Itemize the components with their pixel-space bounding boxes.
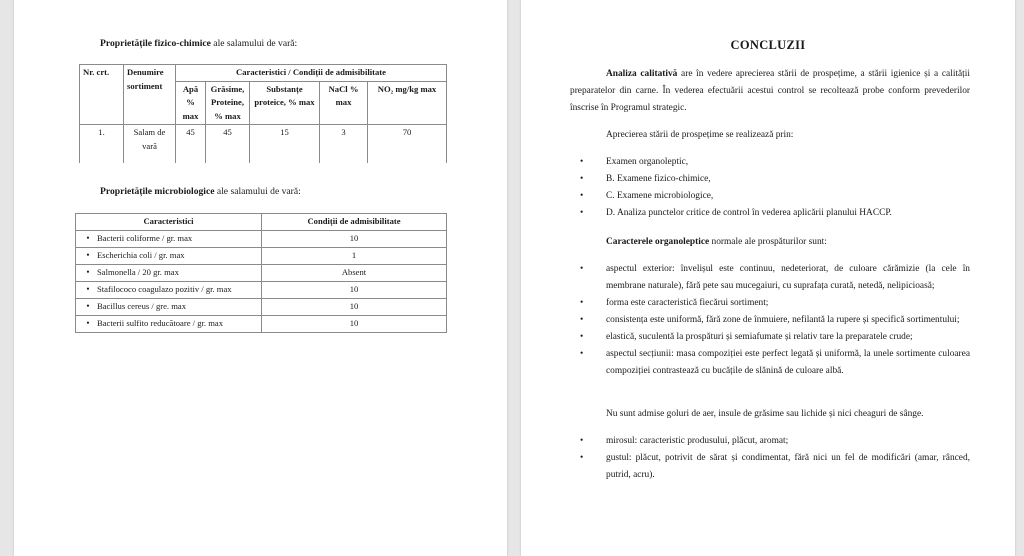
bullet-icon: • <box>580 436 584 446</box>
header-denumire: Denumire sortiment <box>124 65 176 125</box>
cell-characteristic <box>76 282 262 299</box>
bullet-icon: • <box>86 318 90 328</box>
list-item-text: elastică, suculentă la prospături și semiafumate și relativ tare la preparatele crude; <box>606 332 913 342</box>
list-item <box>570 261 970 295</box>
caption-rest: ale salamului de vară: <box>214 186 301 197</box>
header-group-characteristics: Caracteristici / Condiții de admisibilitate <box>176 65 447 82</box>
bullet-icon: • <box>580 174 584 184</box>
characteristic-label: Stafilococo coagulazo pozitiv / gr. max <box>97 284 232 294</box>
bullet-icon: • <box>580 191 584 201</box>
list-item-text: aspectul secțiunii: masa compoziției este perfect legată și uniformă, la unele sortimente culoarea compoziției contrastează cu bucățile de slănină de culoare albă. <box>606 349 970 376</box>
intro-rest: are în vedere aprecierea stării de prospețime, a stării igienice și a calității preparatelor din carne. În vederea efectuării acestui control se recoltează probe conform prevederilor înscrise în Programul strategic. <box>570 69 970 113</box>
caractere-rest: normale ale prospăturilor sunt: <box>709 237 827 247</box>
list-item-text: B. Examene fizico-chimice, <box>606 174 711 184</box>
cell-nacl: 3 <box>320 125 368 163</box>
table-row <box>76 248 447 265</box>
table-row <box>76 265 447 282</box>
intro-bold: Analiza calitativă <box>606 69 678 79</box>
cell-apa: 45 <box>176 125 206 163</box>
cell-value: 10 <box>262 282 447 299</box>
senses-list <box>570 433 970 484</box>
intro-paragraph <box>570 66 970 117</box>
cell-value: 10 <box>262 299 447 316</box>
document-page-left <box>14 0 507 556</box>
cell-characteristic <box>76 316 262 333</box>
cell-value: 10 <box>262 231 447 248</box>
header-apa: Apă % max <box>176 81 206 125</box>
table-row <box>76 231 447 248</box>
caption-rest: ale salamului de vară: <box>210 38 298 49</box>
list-item-text: C. Examene microbiologice, <box>606 191 714 201</box>
header-conditii: Condiții de admisibilitate <box>262 214 447 231</box>
bullet-icon: • <box>580 208 584 218</box>
microbiological-table <box>75 213 447 333</box>
exam-list <box>570 154 970 222</box>
cell-no2: 70 <box>368 125 447 163</box>
caption-bold: Proprietățile fizico-chimice <box>100 38 211 49</box>
bullet-icon: • <box>580 453 584 463</box>
physicochemical-table <box>79 64 447 163</box>
section-title: CONCLUZII <box>730 38 806 52</box>
header-nr-crt: Nr. crt. <box>80 65 124 125</box>
cell-value: Absent <box>262 265 447 282</box>
characteristic-label: Salmonella / 20 gr. max <box>97 267 179 277</box>
cell-value: 10 <box>262 316 447 333</box>
list-item <box>570 346 970 380</box>
cell-grasime: 45 <box>206 125 250 163</box>
bullet-icon: • <box>580 264 584 274</box>
caractere-paragraph <box>606 234 976 251</box>
cell-characteristic <box>76 248 262 265</box>
header-grasime: Grăsime, Proteine, % max <box>206 81 250 125</box>
caption-microbiological <box>100 186 301 198</box>
list-item-text: forma este caracteristică fiecărui sortiment; <box>606 298 769 308</box>
characteristic-label: Escherichia coli / gr. max <box>97 250 185 260</box>
cell-characteristic <box>76 265 262 282</box>
organoleptic-list <box>570 261 970 380</box>
caption-bold: Proprietățile microbiologice <box>100 186 215 197</box>
bullet-icon: • <box>86 233 90 243</box>
list-item-text: D. Analiza punctelor critice de control în vederea aplicării planului HACCP. <box>606 208 892 218</box>
bullet-icon: • <box>580 298 584 308</box>
cell-characteristic <box>76 299 262 316</box>
list-item <box>570 312 970 329</box>
table-header-row <box>76 214 447 231</box>
header-caracteristici: Caracteristici <box>76 214 262 231</box>
list-item-text: aspectul exterior: învelișul este continuu, nedeteriorat, de culoare cărămizie (la cele în membrane naturale), fără pete sau mucegaiuri, cu suprafața curată, netedă, nelipicioasă; <box>606 264 970 291</box>
cell-characteristic <box>76 231 262 248</box>
note-paragraph: Nu sunt admise goluri de aer, insule de grăsime sau lichide și nici cheaguri de sânge. <box>606 409 924 419</box>
caption-physicochemical <box>100 38 297 50</box>
table-row <box>76 316 447 333</box>
list-item-text: Examen organoleptic, <box>606 157 689 167</box>
apreciere-paragraph: Aprecierea stării de prospețime se realizează prin: <box>606 130 794 140</box>
bullet-icon: • <box>86 267 90 277</box>
list-item-text: consistența este uniformă, fără zone de înmuiere, nefilantă la rupere și specifică sortimentului; <box>606 315 960 325</box>
table-row <box>76 299 447 316</box>
bullet-icon: • <box>86 250 90 260</box>
table-row <box>76 282 447 299</box>
bullet-icon: • <box>86 301 90 311</box>
document-page-right <box>521 0 1015 556</box>
characteristic-label: Bacterii sulfito reducătoare / gr. max <box>97 318 223 328</box>
bullet-icon: • <box>86 284 90 294</box>
caractere-bold: Caracterele organoleptice <box>606 237 710 247</box>
list-item <box>570 433 970 450</box>
list-item <box>570 329 970 346</box>
list-item <box>570 450 970 484</box>
list-item <box>570 154 970 171</box>
characteristic-label: Bacillus cereus / gre. max <box>97 301 187 311</box>
bullet-icon: • <box>580 315 584 325</box>
cell-substante: 15 <box>250 125 320 163</box>
list-item-text: gustul: plăcut, potrivit de sărat și condimentat, fără nici un fel de modificări (amar, rânced, putrid, acru). <box>606 453 970 480</box>
list-item-text: mirosul: caracteristic produsului, plăcut, aromat; <box>606 436 789 446</box>
list-item <box>570 188 970 205</box>
table-header-row <box>80 65 447 82</box>
cell-nr: 1. <box>80 125 124 163</box>
header-nacl: NaCl % max <box>320 81 368 125</box>
list-item <box>570 205 970 222</box>
bullet-icon: • <box>580 157 584 167</box>
table-row <box>80 125 447 163</box>
list-item <box>570 171 970 188</box>
cell-value: 1 <box>262 248 447 265</box>
cell-denumire: Salam de vară <box>124 125 176 163</box>
bullet-icon: • <box>580 349 584 359</box>
list-item <box>570 295 970 312</box>
characteristic-label: Bacterii coliforme / gr. max <box>97 233 193 243</box>
bullet-icon: • <box>580 332 584 342</box>
header-no2: NO₂ mg/kg max <box>368 81 447 125</box>
header-substante: Substanțe proteice, % max <box>250 81 320 125</box>
